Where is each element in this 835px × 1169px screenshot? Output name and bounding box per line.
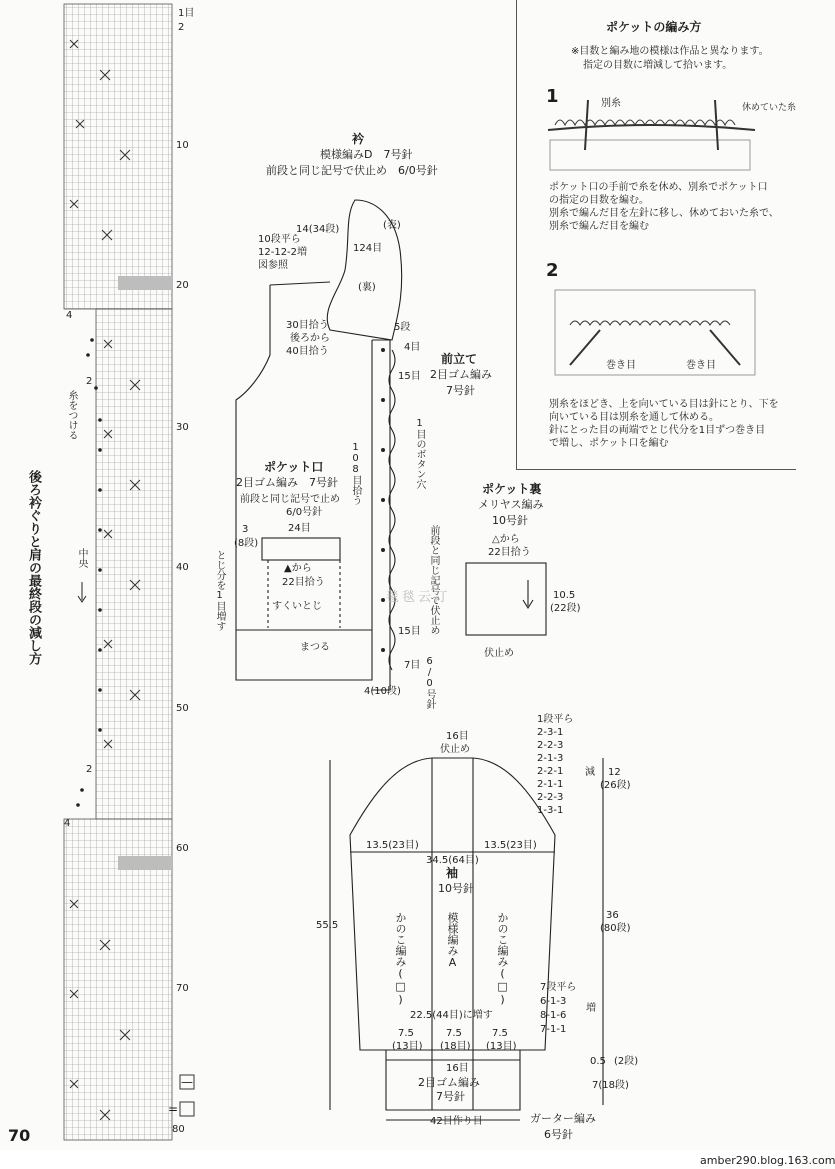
howto-note1: ※目数と編み地の模様は作品と異なります。 (571, 46, 769, 57)
sleeve-cuff-pattern: 2目ゴム編み (418, 1076, 480, 1089)
sleeve-s2-c: (18目) (440, 1041, 471, 1052)
sleeve-dec-2: 2-2-3 (537, 740, 564, 751)
howto-note2: 指定の目数に増減して拾います。 (583, 60, 733, 71)
chart-title: 後ろ衿ぐりと肩の最終段の減し方 (26, 470, 41, 665)
band-15a: 15目 (398, 371, 421, 382)
band-7me: 7目 (404, 660, 421, 671)
pocket-back-needle: 10号針 (492, 514, 528, 527)
sleeve-s1-w: 7.5 (398, 1028, 414, 1039)
row-label-80: 80 (172, 1124, 185, 1135)
sleeve-h05r: (2段) (614, 1056, 639, 1067)
collar-pattern: 模様編みD 7号針 (320, 148, 413, 161)
band-15b: 15目 (398, 626, 421, 637)
front-band-pattern: 2目ゴム編み (430, 368, 492, 381)
step-2-bottom: 2 (86, 764, 93, 775)
sleeve-s2-w: 7.5 (446, 1028, 462, 1039)
row-label-60: 60 (176, 843, 189, 854)
sleeve-cuff-needle: 7号針 (436, 1090, 465, 1103)
front-band-title: 前立て (441, 352, 478, 366)
row-label-70: 70 (176, 983, 189, 994)
band-bottom: 4(10段) (364, 686, 401, 697)
pocket-sukui: すくいとじ (272, 601, 322, 612)
pocket-rows8: (8段) (234, 538, 259, 549)
page-number: 70 (8, 1126, 31, 1145)
howto-desc1-2: の指定の目数を編む。 (549, 195, 649, 206)
pocket-pickup: 22目拾う (282, 577, 325, 588)
pocket-w3: 3 (242, 524, 249, 535)
sleeve-garter: ガーター編み (530, 1112, 596, 1125)
collar-pickup2: 後ろから (290, 333, 330, 344)
howto-step2: 2 (546, 260, 559, 281)
step-2-top: 2 (86, 376, 93, 387)
sleeve-cap-rows: (26段) (600, 780, 631, 791)
sleeve-lower-w: 22.5(44目)に増す (410, 1010, 493, 1021)
sleeve-inc-1: 6-1-3 (540, 996, 567, 1007)
pocket-opening-pattern: 2目ゴム編み 7号針 (236, 476, 338, 489)
howto-makime-r: 巻き目 (686, 360, 716, 371)
pocket-back-pattern: メリヤス編み (478, 498, 544, 511)
footer-bar (0, 1150, 800, 1169)
label-chuo: 中央 (76, 548, 87, 568)
howto-desc2-1: 別糸をほどき、上を向いている目は針にとり、下を (549, 399, 779, 410)
sleeve-garter-needle: 6号針 (544, 1128, 573, 1141)
pocket-from: ▲から (284, 563, 312, 574)
pocket-side-note: とじ分を1目増す (214, 550, 225, 631)
collar-note3: 図参照 (258, 260, 288, 271)
howto-betsuito: 別糸 (601, 98, 621, 109)
pocket-opening-bindoff: 前段と同じ記号で止め (240, 494, 340, 505)
band-buttonhole: 1目のボタン穴 (414, 418, 425, 489)
howto-makime-l: 巻き目 (606, 360, 636, 371)
pocket-matsuru: まつる (300, 642, 330, 653)
sleeve-inc-2: 8-1-6 (540, 1010, 567, 1021)
band-needle2: 6/0号針 (424, 656, 435, 709)
collar-omote: (表) (383, 220, 401, 231)
sleeve-dec-4: 2-2-1 (537, 766, 564, 777)
pocket-back-rows: (22段) (550, 603, 581, 614)
sleeve-right-w: 13.5(23目) (484, 840, 537, 851)
collar-rows: 14(34段) (296, 224, 340, 235)
front-band-needle: 7号針 (446, 384, 475, 397)
sleeve-width: 34.5(64目) (426, 855, 479, 866)
sleeve-left-w: 13.5(23目) (366, 840, 419, 851)
pocket-back-from: △から (492, 534, 520, 545)
band-108: 108目拾う (350, 442, 361, 505)
step-4-top: 4 (66, 310, 73, 321)
collar-note1: 10段平ら (258, 234, 301, 245)
howto-desc1-3: 別糸で編んだ目を左針に移し、休めておいた糸で、 (549, 208, 779, 219)
howto-desc2-4: で増し、ポケット口を編む (549, 438, 669, 449)
howto-desc2-2: 向いている目は別糸を通して休める。 (549, 412, 719, 423)
sleeve-dec-6: 2-2-3 (537, 792, 564, 803)
sleeve-dec-label: 減 (585, 767, 595, 778)
row-label-30: 30 (176, 422, 189, 433)
row-label-20: 20 (176, 280, 189, 291)
sleeve-h7: 7(18段) (592, 1080, 629, 1091)
sleeve-dec-7: 1-3-1 (537, 805, 564, 816)
sleeve-cap-h: 12 (608, 767, 621, 778)
label-itowotsukeru: 糸をつける (66, 390, 77, 440)
collar-count: 124目 (353, 243, 383, 254)
pocket-back-title: ポケット裏 (482, 482, 542, 496)
footer-url: amber290.blog.163.com (700, 1154, 835, 1167)
sleeve-dec-1: 2-3-1 (537, 727, 564, 738)
howto-step1: 1 (546, 86, 559, 107)
collar-title: 衿 (352, 132, 365, 146)
sleeve-cuff-count: 16目 (446, 1063, 469, 1074)
watermark: 毯毯云汀 (386, 590, 451, 605)
band-bindoff: 前段と同じ記号で伏止め (428, 525, 439, 635)
howto-title: ポケットの編み方 (606, 20, 702, 34)
howto-desc1-1: ポケット口の手前で糸を休め、別糸でポケット口 (549, 182, 768, 193)
sleeve-h05: 0.5 (590, 1056, 606, 1067)
sleeve-pattern-a: 模様編みA (446, 912, 459, 969)
sleeve-body-rows: (80段) (600, 923, 631, 934)
sleeve-inc-3: 7-1-1 (540, 1024, 567, 1035)
row-label-40: 40 (176, 562, 189, 573)
howto-desc1-4: 別糸で編んだ目を編む (549, 221, 649, 232)
sleeve-inc-label: 増 (586, 1003, 596, 1014)
sleeve-title: 袖 (446, 866, 459, 880)
sleeve-inc-0: 7段平ら (540, 982, 577, 993)
row-label-2: 2 (178, 22, 185, 33)
sleeve-kanoko-r: かのこ編み(□) (496, 912, 509, 1006)
step-4-bottom: 4 (64, 818, 71, 829)
sleeve-top-count: 16目 (446, 731, 469, 742)
sleeve-s3-c: (13目) (486, 1041, 517, 1052)
pocket-back-bindoff: 伏止め (484, 648, 514, 659)
sleeve-kanoko-l: かのこ編み(□) (394, 912, 407, 1006)
legend-eq: = (168, 1102, 179, 1116)
sleeve-needle: 10号針 (438, 882, 474, 895)
sleeve-s3-w: 7.5 (492, 1028, 508, 1039)
row-label-10: 10 (176, 140, 189, 151)
collar-ura: (裏) (358, 282, 376, 293)
sleeve-s1-c: (13目) (392, 1041, 423, 1052)
pocket-back-height: 10.5 (553, 590, 576, 601)
collar-bindoff: 前段と同じ記号で伏止め 6/0号針 (266, 164, 438, 177)
sleeve-dec-3: 2-1-3 (537, 753, 564, 764)
sleeve-dec-5: 2-1-1 (537, 779, 564, 790)
sleeve-body-h: 36 (606, 910, 619, 921)
howto-yasume: 休めていた糸 (742, 103, 797, 113)
pocket-w24: 24目 (288, 523, 311, 534)
howto-desc2-3: 針にとった目の両端でとじ代分を1目ずつ巻き目 (549, 425, 766, 436)
collar-pickup3: 40目拾う (286, 346, 329, 357)
sleeve-length: 55.5 (316, 920, 339, 931)
row-label-50: 50 (176, 703, 189, 714)
legend-symbol: — (181, 1075, 193, 1089)
sleeve-cast-on: 42目作り目 (430, 1116, 483, 1127)
pocket-opening-needle: 6/0号針 (286, 507, 323, 518)
collar-pickup1: 30目拾う (286, 320, 329, 331)
row-label-1: 1目 (178, 8, 195, 19)
band-5dan: 5段 (394, 322, 411, 333)
band-4me: 4目 (404, 342, 421, 353)
collar-note2: 12-12-2増 (258, 247, 308, 258)
pocket-back-pickup: 22目拾う (488, 547, 531, 558)
sleeve-top-bindoff: 伏止め (440, 744, 470, 755)
sleeve-dec-0: 1段平ら (537, 714, 574, 725)
pocket-opening-title: ポケット口 (264, 460, 324, 474)
